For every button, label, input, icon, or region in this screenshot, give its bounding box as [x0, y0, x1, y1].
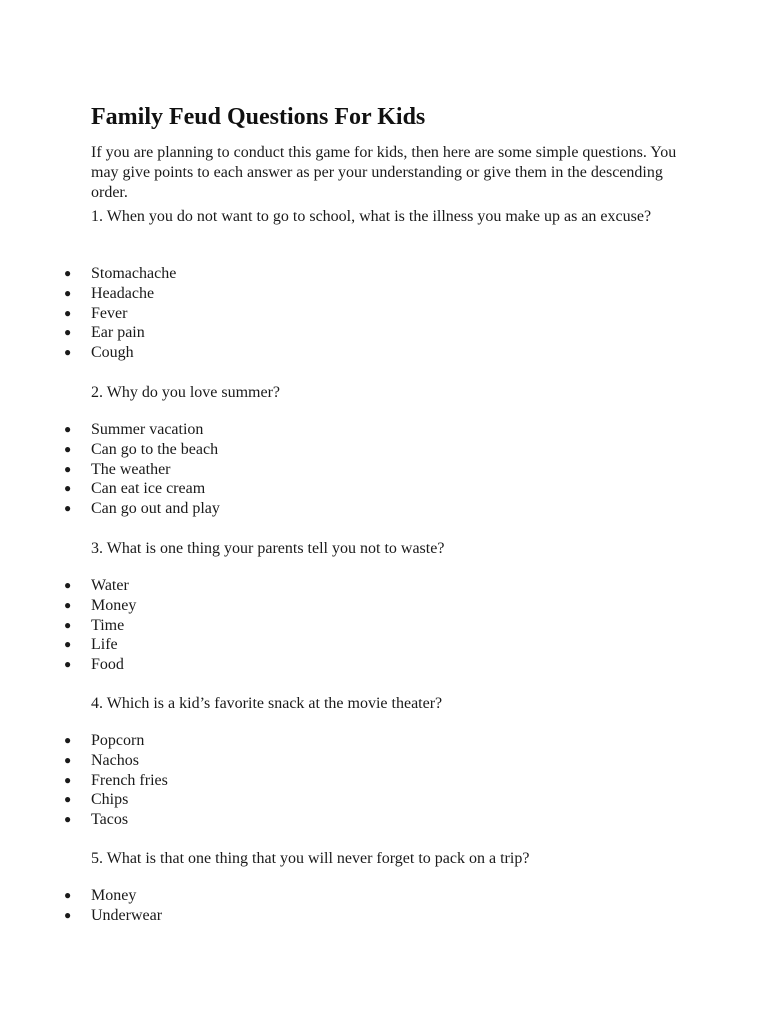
- answer-text: Fever: [91, 304, 128, 322]
- bullet-icon: ●: [64, 907, 72, 922]
- answer-text: Can eat ice cream: [91, 480, 206, 498]
- bullet-icon: ●: [64, 501, 72, 516]
- answer-text: Money: [91, 596, 137, 614]
- answer-text: Ear pain: [91, 324, 145, 342]
- answer-text: Life: [91, 636, 118, 654]
- answer-text: Underwear: [91, 906, 163, 924]
- bullet-icon: ●: [64, 733, 72, 747]
- question-4: 4. Which is a kid’s favorite snack at the movie theater?: [91, 695, 443, 712]
- list-item: [0, 576, 136, 596]
- bullet-icon: ●: [64, 772, 72, 787]
- list-item: [0, 771, 168, 791]
- answer-text: Money: [91, 887, 137, 904]
- list-item: [0, 635, 136, 655]
- list-item: [0, 499, 220, 519]
- bullet-icon: ●: [64, 657, 72, 672]
- intro-paragraph: If you are planning to conduct this game for kids, then here are some simple questions. You may give points to each answer as per your understanding or give them in the descending order.: [91, 144, 677, 201]
- list-item: [0, 284, 176, 304]
- answer-text: Nachos: [91, 751, 139, 769]
- bullet-icon: ●: [64, 266, 72, 280]
- bullet-icon: ●: [64, 285, 72, 300]
- question-5: 5. What is that one thing that you will never forget to pack on a trip?: [91, 850, 530, 867]
- list-item: [0, 596, 136, 616]
- answer-text: Water: [91, 577, 129, 594]
- question-2: 2. Why do you love summer?: [91, 384, 281, 401]
- bullet-icon: ●: [64, 812, 72, 827]
- answer-text: Can go out and play: [91, 500, 220, 518]
- answer-list-2: [0, 420, 220, 519]
- bullet-icon: ●: [64, 637, 72, 652]
- question-1: 1. When you do not want to go to school, what is the illness you make up as an excuse?: [91, 208, 652, 225]
- list-item: [0, 343, 176, 363]
- bullet-icon: ●: [64, 481, 72, 496]
- bullet-icon: ●: [64, 578, 72, 592]
- answer-text: Food: [91, 656, 124, 674]
- answer-text: Cough: [91, 344, 134, 362]
- list-item: [0, 323, 176, 343]
- answer-text: Can go to the beach: [91, 440, 219, 458]
- list-item: [0, 751, 168, 771]
- bullet-icon: ●: [64, 617, 72, 632]
- answer-text: Stomachache: [91, 265, 177, 282]
- bullet-icon: ●: [64, 888, 72, 902]
- list-item: [0, 731, 168, 751]
- list-item: [0, 264, 176, 284]
- list-item: [0, 886, 162, 906]
- bullet-icon: ●: [64, 325, 72, 340]
- bullet-icon: ●: [64, 305, 72, 320]
- answer-list-4: [0, 731, 168, 830]
- list-item: [0, 420, 220, 440]
- answer-list-1: [0, 264, 176, 363]
- list-item: [0, 304, 176, 324]
- answer-text: Summer vacation: [91, 421, 204, 438]
- list-item: [0, 810, 168, 830]
- list-item: [0, 906, 162, 926]
- answer-text: French fries: [91, 771, 168, 789]
- list-item: [0, 616, 136, 636]
- answer-text: Time: [91, 616, 125, 634]
- answer-list-5: [0, 886, 162, 926]
- bullet-icon: ●: [64, 597, 72, 612]
- list-item: [0, 655, 136, 675]
- list-item: [0, 440, 220, 460]
- answer-list-3: [0, 576, 136, 675]
- answer-text: Popcorn: [91, 732, 145, 749]
- bullet-icon: ●: [64, 441, 72, 456]
- bullet-icon: ●: [64, 752, 72, 767]
- answer-text: Tacos: [91, 811, 129, 829]
- answer-text: The weather: [91, 460, 171, 478]
- list-item: [0, 460, 220, 480]
- list-item: [0, 479, 220, 499]
- bullet-icon: ●: [64, 461, 72, 476]
- bullet-icon: ●: [64, 792, 72, 807]
- list-item: [0, 790, 168, 810]
- bullet-icon: ●: [64, 345, 72, 360]
- answer-text: Headache: [91, 284, 155, 302]
- answer-text: Chips: [91, 791, 129, 809]
- bullet-icon: ●: [64, 422, 72, 436]
- question-3: 3. What is one thing your parents tell you not to waste?: [91, 540, 445, 557]
- page-title: Family Feud Questions For Kids: [91, 104, 426, 130]
